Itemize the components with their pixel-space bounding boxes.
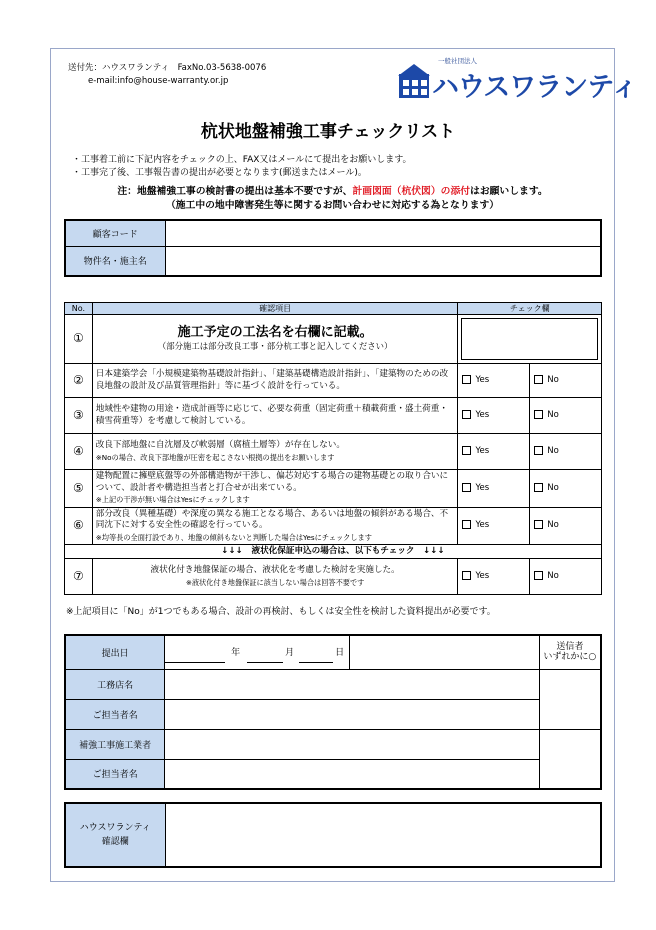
item-7-num: ⑦ bbox=[65, 559, 93, 595]
item-6-num: ⑥ bbox=[65, 507, 93, 545]
item-2-yes-checkbox[interactable] bbox=[458, 364, 530, 398]
checkbox-icon bbox=[462, 375, 471, 384]
checkbox-icon bbox=[534, 375, 543, 384]
contractor-field[interactable] bbox=[165, 669, 540, 699]
date-label: 提出日 bbox=[65, 635, 165, 669]
confirm-field[interactable] bbox=[165, 803, 601, 867]
customer-code-label: 顧客コード bbox=[65, 220, 165, 246]
item-3-text: 地域性や建物の用途・造成計画等に応じて、必要な荷重（固定荷重＋積載荷重・盛土荷重・積雪荷重等）を考慮して検討している。 bbox=[92, 398, 458, 434]
contact2-field[interactable] bbox=[165, 759, 540, 789]
item-1-main: 施工予定の工法名を右欄に記載。 bbox=[177, 325, 373, 341]
item-2-num: ② bbox=[65, 364, 93, 398]
item-5-yes-checkbox[interactable] bbox=[458, 470, 530, 508]
customer-table bbox=[64, 219, 602, 277]
builder-label: 補強工事施工業者 bbox=[65, 729, 165, 759]
intro-line-1: ・工事着工前に下記内容をチェックの上、FAX又はメールにて提出をお願いします。 bbox=[72, 155, 412, 165]
no-label: No bbox=[547, 445, 559, 456]
liquefaction-arrow-row: ↓↓↓ 液状化保証申込の場合は、以下もチェック ↓↓↓ bbox=[65, 545, 602, 559]
checkbox-icon bbox=[462, 410, 471, 419]
checkbox-icon bbox=[462, 520, 471, 529]
send-to-fax: 送付先：ハウスワランティ FaxNo.03-5638-0076 bbox=[68, 63, 267, 73]
sender-sub: いずれかに○ bbox=[543, 652, 597, 663]
checklist-row-1 bbox=[65, 315, 602, 364]
item-6-note: ※均等長の全面打設であり、地盤の傾斜もないと判断した場合はYesにチェックします bbox=[95, 532, 372, 542]
sender-mark-builder[interactable] bbox=[539, 729, 601, 789]
builder-field[interactable] bbox=[165, 729, 540, 759]
item-6-no-checkbox[interactable] bbox=[530, 507, 602, 545]
item-6-text: 部分改良（異種基礎）や深度の異なる施工となる場合、あるいは地盤の傾斜がある場合、不同沈下に対する安全性の確認を行っている。 bbox=[95, 508, 449, 530]
checklist-row-3 bbox=[65, 398, 602, 434]
note bbox=[50, 185, 615, 213]
property-name-label: 物件名・施主名 bbox=[65, 246, 165, 276]
item-3-no-checkbox[interactable] bbox=[530, 398, 602, 434]
note-line1-b: はお願いします。 bbox=[470, 186, 548, 197]
yes-label: Yes bbox=[475, 374, 490, 385]
col-no-header: No. bbox=[65, 303, 93, 315]
logo-subtitle: 一般社団法人 bbox=[438, 57, 477, 65]
item-7-note: ※液状化付き地盤保証に該当しない場合は回答不要です bbox=[185, 577, 365, 587]
checkbox-icon bbox=[462, 446, 471, 455]
checklist-table bbox=[64, 302, 602, 595]
yes-label: Yes bbox=[475, 445, 490, 456]
confirm-table bbox=[64, 802, 602, 868]
sender-header bbox=[539, 635, 601, 669]
checklist-row-2 bbox=[65, 364, 602, 398]
item-2-no-checkbox[interactable] bbox=[530, 364, 602, 398]
logo-name: ハウスワランティ bbox=[432, 72, 638, 103]
no-label: No bbox=[547, 409, 559, 420]
checkbox-icon bbox=[534, 571, 543, 580]
item-5-num: ⑤ bbox=[65, 470, 93, 508]
item-4-note: ※Noの場合、改良下部地盤が圧密を起こさない根拠の提出をお願いします bbox=[95, 452, 335, 462]
contact1-field[interactable] bbox=[165, 699, 540, 729]
checklist-row-5 bbox=[65, 470, 602, 508]
checklist-row-7 bbox=[65, 559, 602, 595]
yes-label: Yes bbox=[475, 570, 490, 581]
checkbox-icon bbox=[534, 483, 543, 492]
year-label: 年 bbox=[231, 648, 241, 658]
submission-table bbox=[64, 634, 602, 790]
day-label: 日 bbox=[335, 648, 345, 658]
item-4-num: ④ bbox=[65, 434, 93, 470]
item-4-yes-checkbox[interactable] bbox=[458, 434, 530, 470]
yes-label: Yes bbox=[475, 409, 490, 420]
item-2-text: 日本建築学会「小規模建築物基礎設計指針」、「建築基礎構造設計指針」、「建築物のための改良地盤の設計及び品質管理指針」等に基づく設計を行っている。 bbox=[92, 364, 458, 398]
col-check-header: チェック欄 bbox=[458, 303, 602, 315]
send-to-block bbox=[68, 62, 266, 88]
footnote: ※上記項目に「No」が1つでもある場合、設計の再検討、もしくは安全性を検討した資料提出が必要です。 bbox=[66, 607, 496, 617]
col-item-header: 確認項目 bbox=[92, 303, 458, 315]
item-5-no-checkbox[interactable] bbox=[530, 470, 602, 508]
sender-mark-contractor[interactable] bbox=[539, 669, 601, 729]
item-1-sub: （部分施工は部分改良工事・部分杭工事と記入してください） bbox=[157, 341, 393, 352]
date-field[interactable] bbox=[165, 635, 350, 669]
page-title: 杭状地盤補強工事チェックリスト bbox=[200, 122, 456, 142]
yes-label: Yes bbox=[475, 520, 490, 530]
checkbox-icon bbox=[462, 483, 471, 492]
item-7-yes-checkbox[interactable] bbox=[458, 559, 530, 595]
confirm-label-line1: ハウスワランティ bbox=[79, 823, 151, 833]
house-logo-icon bbox=[398, 64, 432, 100]
no-label: No bbox=[547, 570, 559, 581]
item-4-no-checkbox[interactable] bbox=[530, 434, 602, 470]
item-7-text: 液状化付き地盤保証の場合、液状化を考慮した検討を実施した。 bbox=[150, 565, 400, 575]
item-3-yes-checkbox[interactable] bbox=[458, 398, 530, 434]
item-5-text: 建物配置に擁壁底盤等の外部構造物が干渉し、偏芯対応する場合の建物基礎との取り合いについて、設計者や構造担当者と打合せが出来ている。 bbox=[95, 471, 449, 493]
checkbox-icon bbox=[534, 410, 543, 419]
item-6-yes-checkbox[interactable] bbox=[458, 507, 530, 545]
no-label: No bbox=[547, 374, 559, 385]
no-label: No bbox=[547, 520, 559, 530]
logo bbox=[398, 56, 638, 104]
checklist-row-4 bbox=[65, 434, 602, 470]
confirm-label bbox=[65, 803, 165, 867]
note-line1-a: 注：地盤補強工事の検討書の提出は基本不要ですが、 bbox=[117, 186, 353, 197]
note-line1-red: 計画図面（杭伏図）の添付 bbox=[352, 186, 471, 197]
checkbox-icon bbox=[462, 571, 471, 580]
checklist-row-6 bbox=[65, 507, 602, 545]
confirm-label-line2: 確認欄 bbox=[101, 837, 129, 847]
yes-label: Yes bbox=[475, 482, 490, 493]
intro bbox=[72, 154, 412, 180]
checkbox-icon bbox=[534, 520, 543, 529]
item-5-note: ※上記の干渉が無い場合はYesにチェックします bbox=[95, 495, 250, 504]
sender-label: 送信者 bbox=[556, 642, 584, 653]
contact1-label: ご担当者名 bbox=[65, 699, 165, 729]
item-3-num: ③ bbox=[65, 398, 93, 434]
month-label: 月 bbox=[285, 648, 295, 658]
customer-code-field[interactable] bbox=[165, 220, 601, 246]
item-1-num: ① bbox=[65, 315, 93, 364]
contact2-label: ご担当者名 bbox=[65, 759, 165, 789]
item-4-text: 改良下部地盤に自沈層及び軟弱層（腐植土層等）が存在しない。 bbox=[95, 440, 345, 450]
no-label: No bbox=[547, 482, 559, 493]
intro-line-2: ・工事完了後、工事報告書の提出が必要となります(郵送またはメール)。 bbox=[72, 168, 367, 178]
item-7-no-checkbox[interactable] bbox=[530, 559, 602, 595]
checkbox-icon bbox=[534, 446, 543, 455]
contractor-label: 工務店名 bbox=[65, 669, 165, 699]
property-name-field[interactable] bbox=[165, 246, 601, 276]
send-to-email: e-mail:info@house-warranty.or.jp bbox=[88, 76, 229, 86]
note-line2: （施工中の地中障害発生等に関するお問い合わせに対応する為となります） bbox=[165, 200, 500, 211]
method-name-field[interactable] bbox=[458, 315, 602, 364]
